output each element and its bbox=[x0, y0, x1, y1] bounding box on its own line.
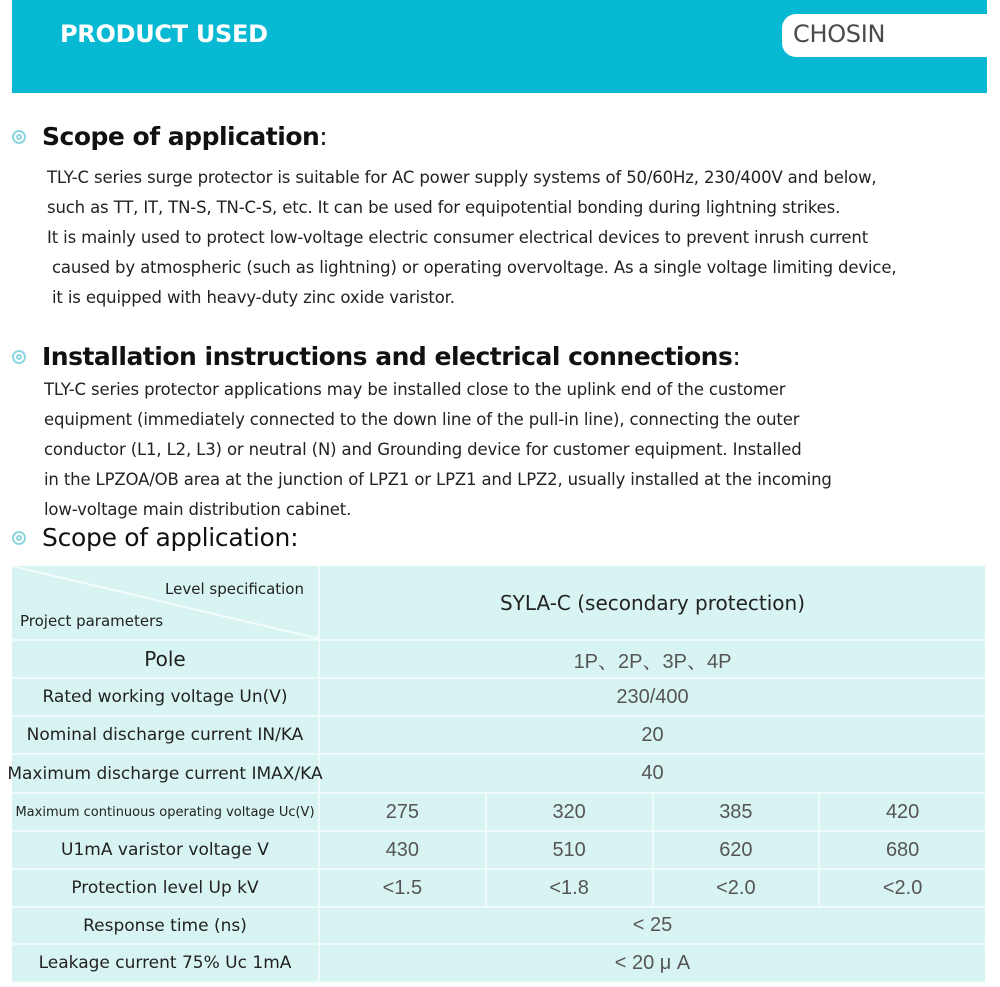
diagonal-header-cell: Level specification Project parameters bbox=[12, 566, 320, 639]
table-row: Leakage current 75% Uc 1mA < 20 μ A bbox=[12, 945, 985, 983]
table-row: Protection level Up kV <1.5 <1.8 <2.0 <2.0 bbox=[12, 870, 985, 908]
table-row: Nominal discharge current IN/KA 20 bbox=[12, 717, 985, 755]
table-row: U1mA varistor voltage V 430 510 620 680 bbox=[12, 832, 985, 870]
brand-name: CHOSIN bbox=[793, 20, 886, 48]
product-header: SYLA-C (secondary protection) bbox=[499, 590, 806, 615]
section-title: Installation instructions and electrical connections bbox=[42, 342, 733, 371]
header-banner bbox=[12, 0, 987, 93]
circle-bullet-icon bbox=[12, 531, 26, 545]
table-header-row bbox=[12, 566, 985, 641]
circle-bullet-icon bbox=[12, 130, 26, 144]
banner-title: PRODUCT USED bbox=[60, 20, 268, 48]
scope-paragraph: TLY-C series surge protector is suitable for AC power supply systems of 50/60Hz, 230/400V and below, such as TT, IT, TN-S, TN-C-S, etc. It can be used for equipotential bonding during lightning strikes. It is mainly used to protect low-voltage electric consumer electrical devices to prevent inrush current caused by atmospheric (such as lightning) or operating overvoltage. As a single voltage limiting device, it is equipped with heavy-duty zinc oxide varistor. bbox=[47, 168, 897, 307]
section-title: Scope of application bbox=[42, 523, 291, 552]
circle-bullet-icon bbox=[12, 350, 26, 364]
installation-paragraph: TLY-C series protector applications may be installed close to the uplink end of the customer equipment (immediately connected to the down line of the pull-in line), connecting the outer conductor (L1, L2, L3) or neutral (N) and Grounding device for customer equipment. Installed in the LPZOA/OB area at the junction of LPZ1 or LPZ1 and LPZ2, usually installed at the incoming low-voltage main distribution cabinet. bbox=[44, 380, 832, 519]
table-row: Response time (ns) < 25 bbox=[12, 908, 985, 945]
table-row: Pole 1P、2P、3P、4P bbox=[12, 641, 985, 679]
table-row: Maximum discharge current IMAX/KA 40 bbox=[12, 755, 985, 794]
section-heading-scope-table: Scope of application : bbox=[12, 523, 298, 552]
section-heading-scope: Scope of application : bbox=[12, 122, 327, 151]
table-row: Rated working voltage Un(V) 230/400 bbox=[12, 679, 985, 717]
table-row: Maximum continuous operating voltage Uc(V) 275 320 385 420 bbox=[12, 794, 985, 832]
brand-badge bbox=[782, 14, 987, 57]
section-heading-installation: Installation instructions and electrical connections : bbox=[12, 342, 740, 371]
section-title: Scope of application bbox=[42, 122, 320, 151]
spec-table bbox=[7, 566, 985, 983]
